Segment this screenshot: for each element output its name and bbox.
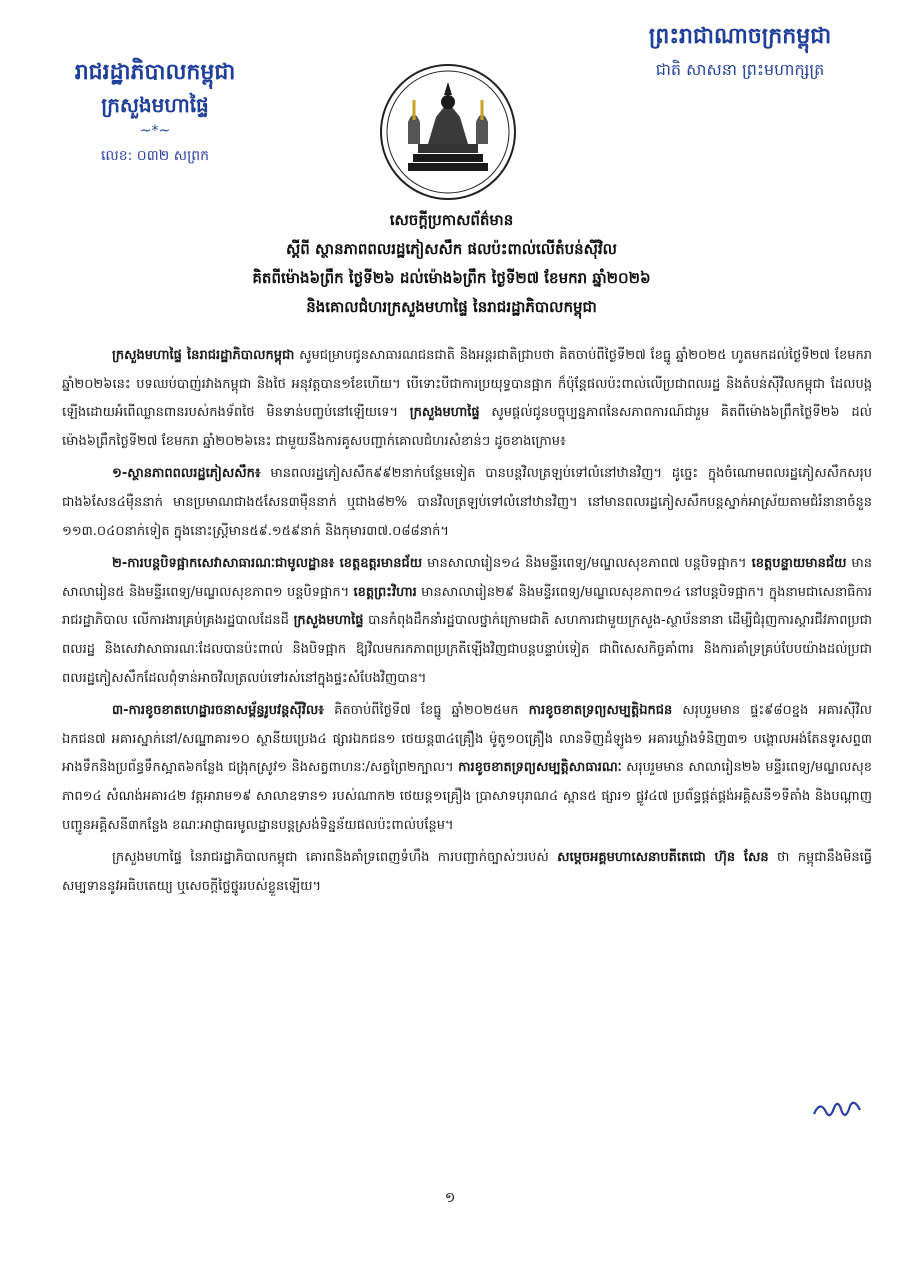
paragraph-text: សរុបរួមមាន ផ្ទះ៩៨០ខ្នង អគារស៊ីវិលឯកជន៧ អគារស្នាក់នៅ/សណ្ឋាគារ១០ ស្ថានីយប្រេង៤ ផ្សារឯកជន១ ថេយន្ត៣៤គ្រឿង ម៉ូតូ១០គ្រឿង លានទិញដំឡូង១ អគារឃ្លាំងទំនិញ៣១ បង្គោលអង់តែនទូរសព្ទ៣ អាងទឹកនិងប្រព័ន្ធទឹកស្អាត៦កន្លែង ជង្រុកស្រូវ១ និងសត្វពាហនៈ/សត្វព្រៃ២ក្បាល។ [62,703,872,776]
section-heading: ៣-ការខូចខាតហេដ្ឋារចនាសម្ព័ន្ធរូបវន្តស៊ីវិល៖ [112,703,325,719]
leader-name: សម្តេចអគ្គមហាសេនាបតីតេជោ ហ៊ុន សែន [557,850,769,866]
issuer-block [40,58,270,168]
title-line-1: សេចក្តីប្រកាសព័ត៌មាន [389,211,514,229]
paragraph-text: គិតចាប់ពីថ្ងៃទី៧ ខែធ្នូ ឆ្នាំ២០២៥មក [324,703,529,719]
paragraph-text: ថា កម្ពុជានឹងមិនធ្វើសម្បទាននូវអធិបតេយ្យ ឬសេចក្តីថ្លៃថ្នូររបស់ខ្លួនឡើយ។ [62,850,872,894]
paragraph-text: សូមផ្តល់ជូនបច្ចុប្បន្នភាពនៃសភាពការណ៍ជារួម គិតពីម៉ោង៦ព្រឹកថ្ងៃទី២៦ ដល់ម៉ោង៦ព្រឹកថ្ងៃទី២៧ ខែមករា ឆ្នាំ២០២៦នេះ ជាមួយនឹងការគូសបញ្ជាក់គោលជំហរសំខាន់ៗ ដូចខាងក្រោម៖ [62,405,872,449]
province-name: ខេត្តព្រះវិហារ [353,584,417,600]
province-name: ខេត្តឧត្តរមានជ័យ [334,556,423,572]
paragraph-public-services [62,550,872,693]
section-heading: ១-ស្ថានភាពពលរដ្ឋភៀសសឹក៖ [112,466,261,482]
kingdom-block [600,22,880,84]
subsection-heading: ការខូចខាតទ្រព្យសម្បត្តិឯកជន [528,703,673,719]
paragraph-text: មានសាលារៀន៥ និងមន្ទីរពេទ្យ/មណ្ឌលសុខភាព១ បន្តបិទផ្អាក។ [62,556,873,600]
paragraph-position [62,844,872,901]
ministry-lead: ក្រសួងមហាផ្ទៃ នៃរាជរដ្ឋាភិបាលកម្ពុជា [112,348,295,363]
title-line-3: គិតពីម៉ោង៦ព្រឹក ថ្ងៃទី២៦ ដល់ម៉ោង៦ព្រឹក ថ្ងៃទី២៧ ខែមករា ឆ្នាំ២០២៦ [252,269,651,287]
province-name: ខេត្តបន្ទាយមានជ័យ [751,556,847,572]
ornament-divider: ~*~ [139,123,171,139]
page-number: ១ [444,1190,456,1206]
ministry-lead: ក្រសួងមហាផ្ទៃ [409,405,480,421]
paragraph-damage [62,697,872,840]
title-line-4: និងគោលជំហរក្រសួងមហាផ្ទៃ នៃរាជរដ្ឋាភិបាលកម្ពុជា [306,298,597,316]
document-title [40,206,863,322]
government-name: រាជរដ្ឋាភិបាលកម្ពុជា [74,60,236,85]
paragraph-text: មានពលរដ្ឋភៀសសឹក៩៩២នាក់បន្ថែមទៀត បានបន្តវិលត្រឡប់ទៅលំនៅឋានវិញ។ ដូច្នេះ ក្នុងចំណោមពលរដ្ឋភៀសសឹកសរុបជាង៦សែន៤ម៉ឺននាក់ មានប្រមាណជាង៥សែន៣ម៉ឺននាក់ ឬជាង៨២% បានវិលត្រឡប់ទៅលំនៅឋានវិញ។ នៅមានពលរដ្ឋភៀសសឹកបន្តស្នាក់អាស្រ័យតាមជំរំនានាចំនួន ១១៣.០៤០នាក់ទៀត ក្នុងនោះស្ត្រីមាន៥៩.១៥៩នាក់ និងកុមារ៣៧.០៨៨នាក់។ [62,466,872,539]
paragraph-intro [62,342,872,456]
paragraph-text: សូមជម្រាបជូនសាធារណជនជាតិ និងអន្តរជាតិជ្រាបថា គិតចាប់ពីថ្ងៃទី២៧ ខែធ្នូ ឆ្នាំ២០២៥ ហូតមកដល់ថ្ងៃទី២៧ ខែមករា ឆ្នាំ២០២៦នេះ បទឈប់បាញ់រវាងកម្ពុជា និងថៃ អនុវត្តបាន១ខែហើយ។ បើទោះបីជាការប្រយុទ្ធបានផ្អាក ក៏ប៉ុន្តែផលប៉ះពាល់លើប្រជាពលរដ្ឋ និងតំបន់ស៊ីវិលកម្ពុជា ដែលបង្កឡើងដោយអំពើឈ្លានពានរបស់កងទ័ពថៃ មិនទាន់បញ្ចប់នៅឡើយទេ។ [62,348,872,421]
ministry-lead: ក្រសួងមហាផ្ទៃ [293,613,364,629]
paragraph-text: គោរពនិងគាំទ្រពេញទំហឹង ការបញ្ជាក់ច្បាស់ៗរបស់ [297,850,558,866]
paragraph-refugees [62,460,872,546]
ministry-name: ក្រសួងមហាផ្ទៃ [101,93,209,117]
initials-signature-icon [810,1094,865,1124]
paragraph-text: មានសាលារៀន១៤ និងមន្ទីរពេទ្យ/មណ្ឌលសុខភាព៧ បន្តបិទផ្អាក។ [422,556,752,572]
paragraph-text: សរុបរួមមាន សាលារៀន២៦ មន្ទីរពេទ្យ/មណ្ឌលសុខភាព១៤ សំណង់អគារ៤២ វត្តអារាម១៩ សាលាឧទាន១ របស់ណាក២ ថេយន្ត១គ្រឿង ប្រាសាទបុរាណ៤ ស្ពាន៥ ផ្សារ១ ផ្លូវ៤៧ ប្រព័ន្ធផ្គត់ផ្គង់អគ្គិសនី១ទីតាំង និងបណ្តាញបញ្ជូនអគ្គិសនី៣កន្លែង ខណៈអាជ្ញាធរមូលដ្ឋានបន្តស្រង់ទិន្នន័យផលប៉ះពាល់បន្ថែម។ [62,760,872,833]
section-heading: ២-ការបន្តបិទផ្អាកសេវាសាធារណៈជាមូលដ្ឋាន៖ [112,556,335,572]
paragraph-text: មានសាលារៀន២៩ និងមន្ទីរពេទ្យ/មណ្ឌលសុខភាព១៤ នៅបន្តបិទផ្អាក។ ក្នុងនាមជាសេនាធិការរាជរដ្ឋាភិបាល លើការងារគ្រប់គ្រងរដ្ឋបាលដែនដី [62,584,872,629]
title-line-2: ស្តីពី ស្ថានភាពពលរដ្ឋភៀសសឹក ផលប៉ះពាល់លើតំបន់ស៊ីវិល [286,240,617,258]
subsection-heading: ការខូចខាតទ្រព្យសម្បត្តិសាធារណៈ [458,760,622,776]
ministry-lead: ក្រសួងមហាផ្ទៃ នៃរាជរដ្ឋាភិបាលកម្ពុជា [112,850,298,866]
reference-number: លេខ: ០៣២ សព្រក [100,148,210,164]
national-motto: ជាតិ សាសនា ព្រះមហាក្សត្រ [655,60,825,79]
ministry-emblem-icon [378,62,518,202]
document-body [62,342,872,905]
kingdom-name: ព្រះរាជាណាចក្រកម្ពុជា [648,24,832,49]
paragraph-text: បានកំពុងដឹកនាំរដ្ឋបាលថ្នាក់ក្រោមជាតិ សហការជាមួយក្រសួង-ស្ថាប័ននានា ដើម្បីជំរុញការស្តារជីវភាពប្រជាពលរដ្ឋ និងសេវាសាធារណៈដែលបានប៉ះពាល់ និងបិទផ្អាក ឱ្យវិលមករកភាពប្រក្រតីឡើងវិញជាបន្តបន្ទាប់ទៀត ជាពិសេសកិច្ចគាំពារ និងការគាំទ្រគ្រប់បែបយ៉ាងដល់ប្រជាពលរដ្ឋភៀសសឹកដែលពុំទាន់អាចវិលត្រលប់ទៅរស់នៅក្នុងផ្ទះសំបែងវិញបាន។ [62,613,872,686]
